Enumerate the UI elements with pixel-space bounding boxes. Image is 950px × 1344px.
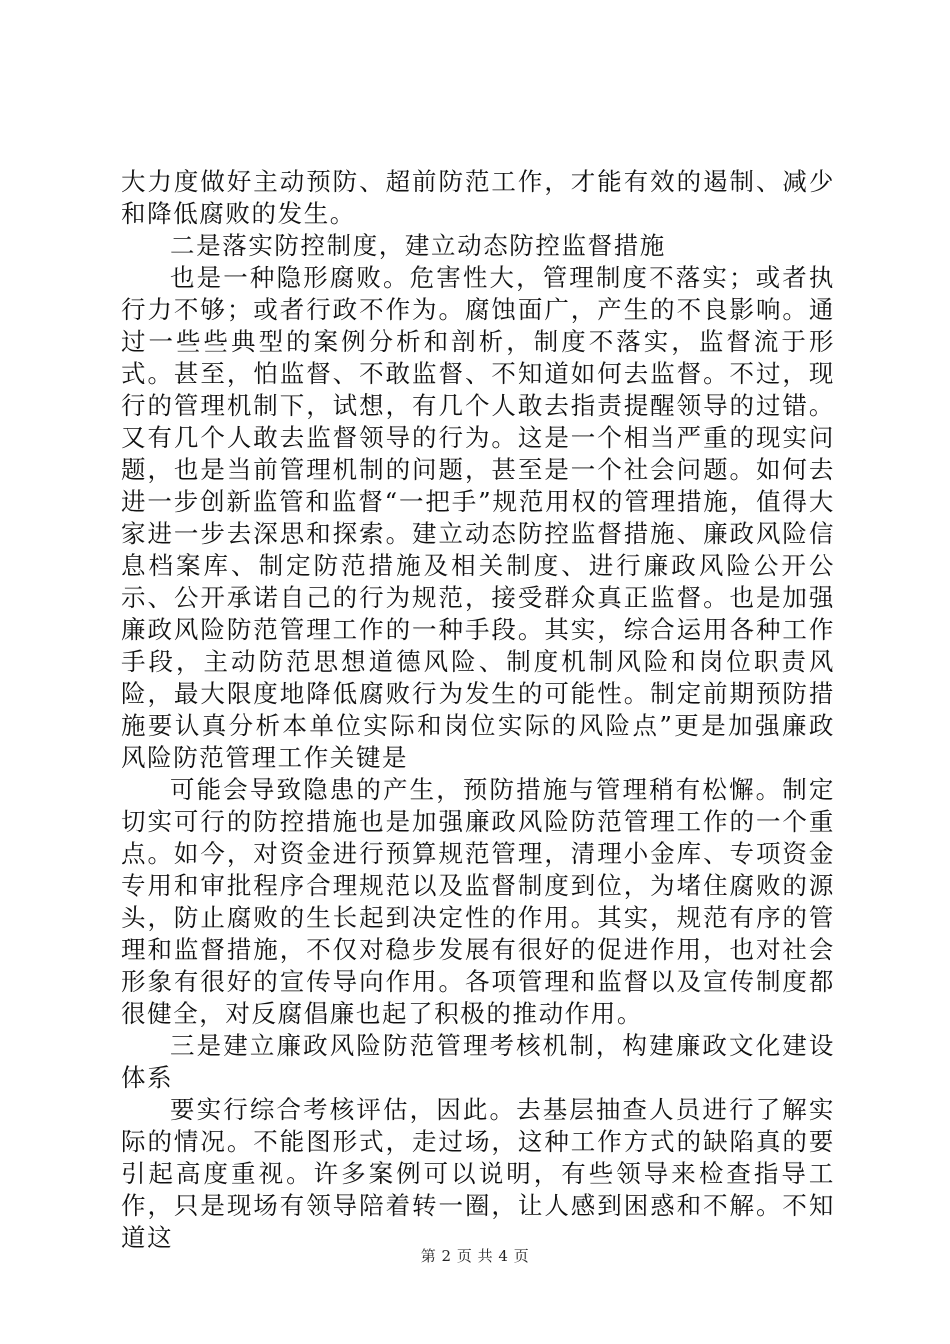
section-heading-3: 三是建立廉政风险防范管理考核机制，构建廉政文化建设体系 bbox=[121, 1031, 835, 1092]
page-footer: 第 2 页 共 4 页 bbox=[420, 1247, 530, 1265]
paragraph-3: 也是一种隐形腐败。危害性大，管理制度不落实；或者执行力不够；或者行政不作为。腐蚀面广，产生的不良影响。通过一些些典型的案例分析和剖析，制度不落实，监督流于形式。甚至，怕监督、不敢监督、不知道如何去监督。不过，现行的管理机制下，试想，有几个人敢去指责提醒领导的过错。又有几个人敢去监督领导的行为。这是一个相当严重的现实问题，也是当前管理机制的问题，甚至是一个社会问题。如何去进一步创新监管和监督“一把手”规范用权的管理措施，值得大家进一步去深思和探索。建立动态防控监督措施、廉政风险信息档案库、制定防范措施及相关制度、进行廉政风险公开公示、公开承诺自己的行为规范，接受群众真正监督。也是加强廉政风险防范管理工作的一种手段。其实，综合运用各种工作手段，主动防范思想道德风险、制度机制风险和岗位职责风险，最大限度地降低腐败行为发生的可能性。制定前期预防措施要认真分析本单位实际和岗位实际的风险点”更是加强廉政风险防范管理工作关键是 bbox=[121, 263, 835, 772]
paragraph-6: 要实行综合考核评估，因此。去基层抽查人员进行了解实际的情况。不能图形式，走过场，这种工作方式的缺陷真的要引起高度重视。许多案例可以说明，有些领导来检查指导工作，只是现场有领导陪着转一圈，让人感到困惑和不解。不知道这 bbox=[121, 1095, 835, 1252]
document-body bbox=[121, 166, 835, 1254]
paragraph-1: 大力度做好主动预防、超前防范工作，才能有效的遏制、减少和降低腐败的发生。 bbox=[121, 167, 835, 228]
paragraph-4: 可能会导致隐患的产生，预防措施与管理稍有松懈。制定切实可行的防控措施也是加强廉政风险防范管理工作的一个重点。如今，对资金进行预算规范管理，清理小金库、专项资金专用和审批程序合理规范以及监督制度到位，为堵住腐败的源头，防止腐败的生长起到决定性的作用。其实，规范有序的管理和监督措施，不仅对稳步发展有很好的促进作用，也对社会形象有很好的宣传导向作用。各项管理和监督以及宣传制度都很健全，对反腐倡廉也起了积极的推动作用。 bbox=[121, 775, 835, 1028]
section-heading-2: 二是落实防控制度，建立动态防控监督措施 bbox=[170, 231, 666, 260]
